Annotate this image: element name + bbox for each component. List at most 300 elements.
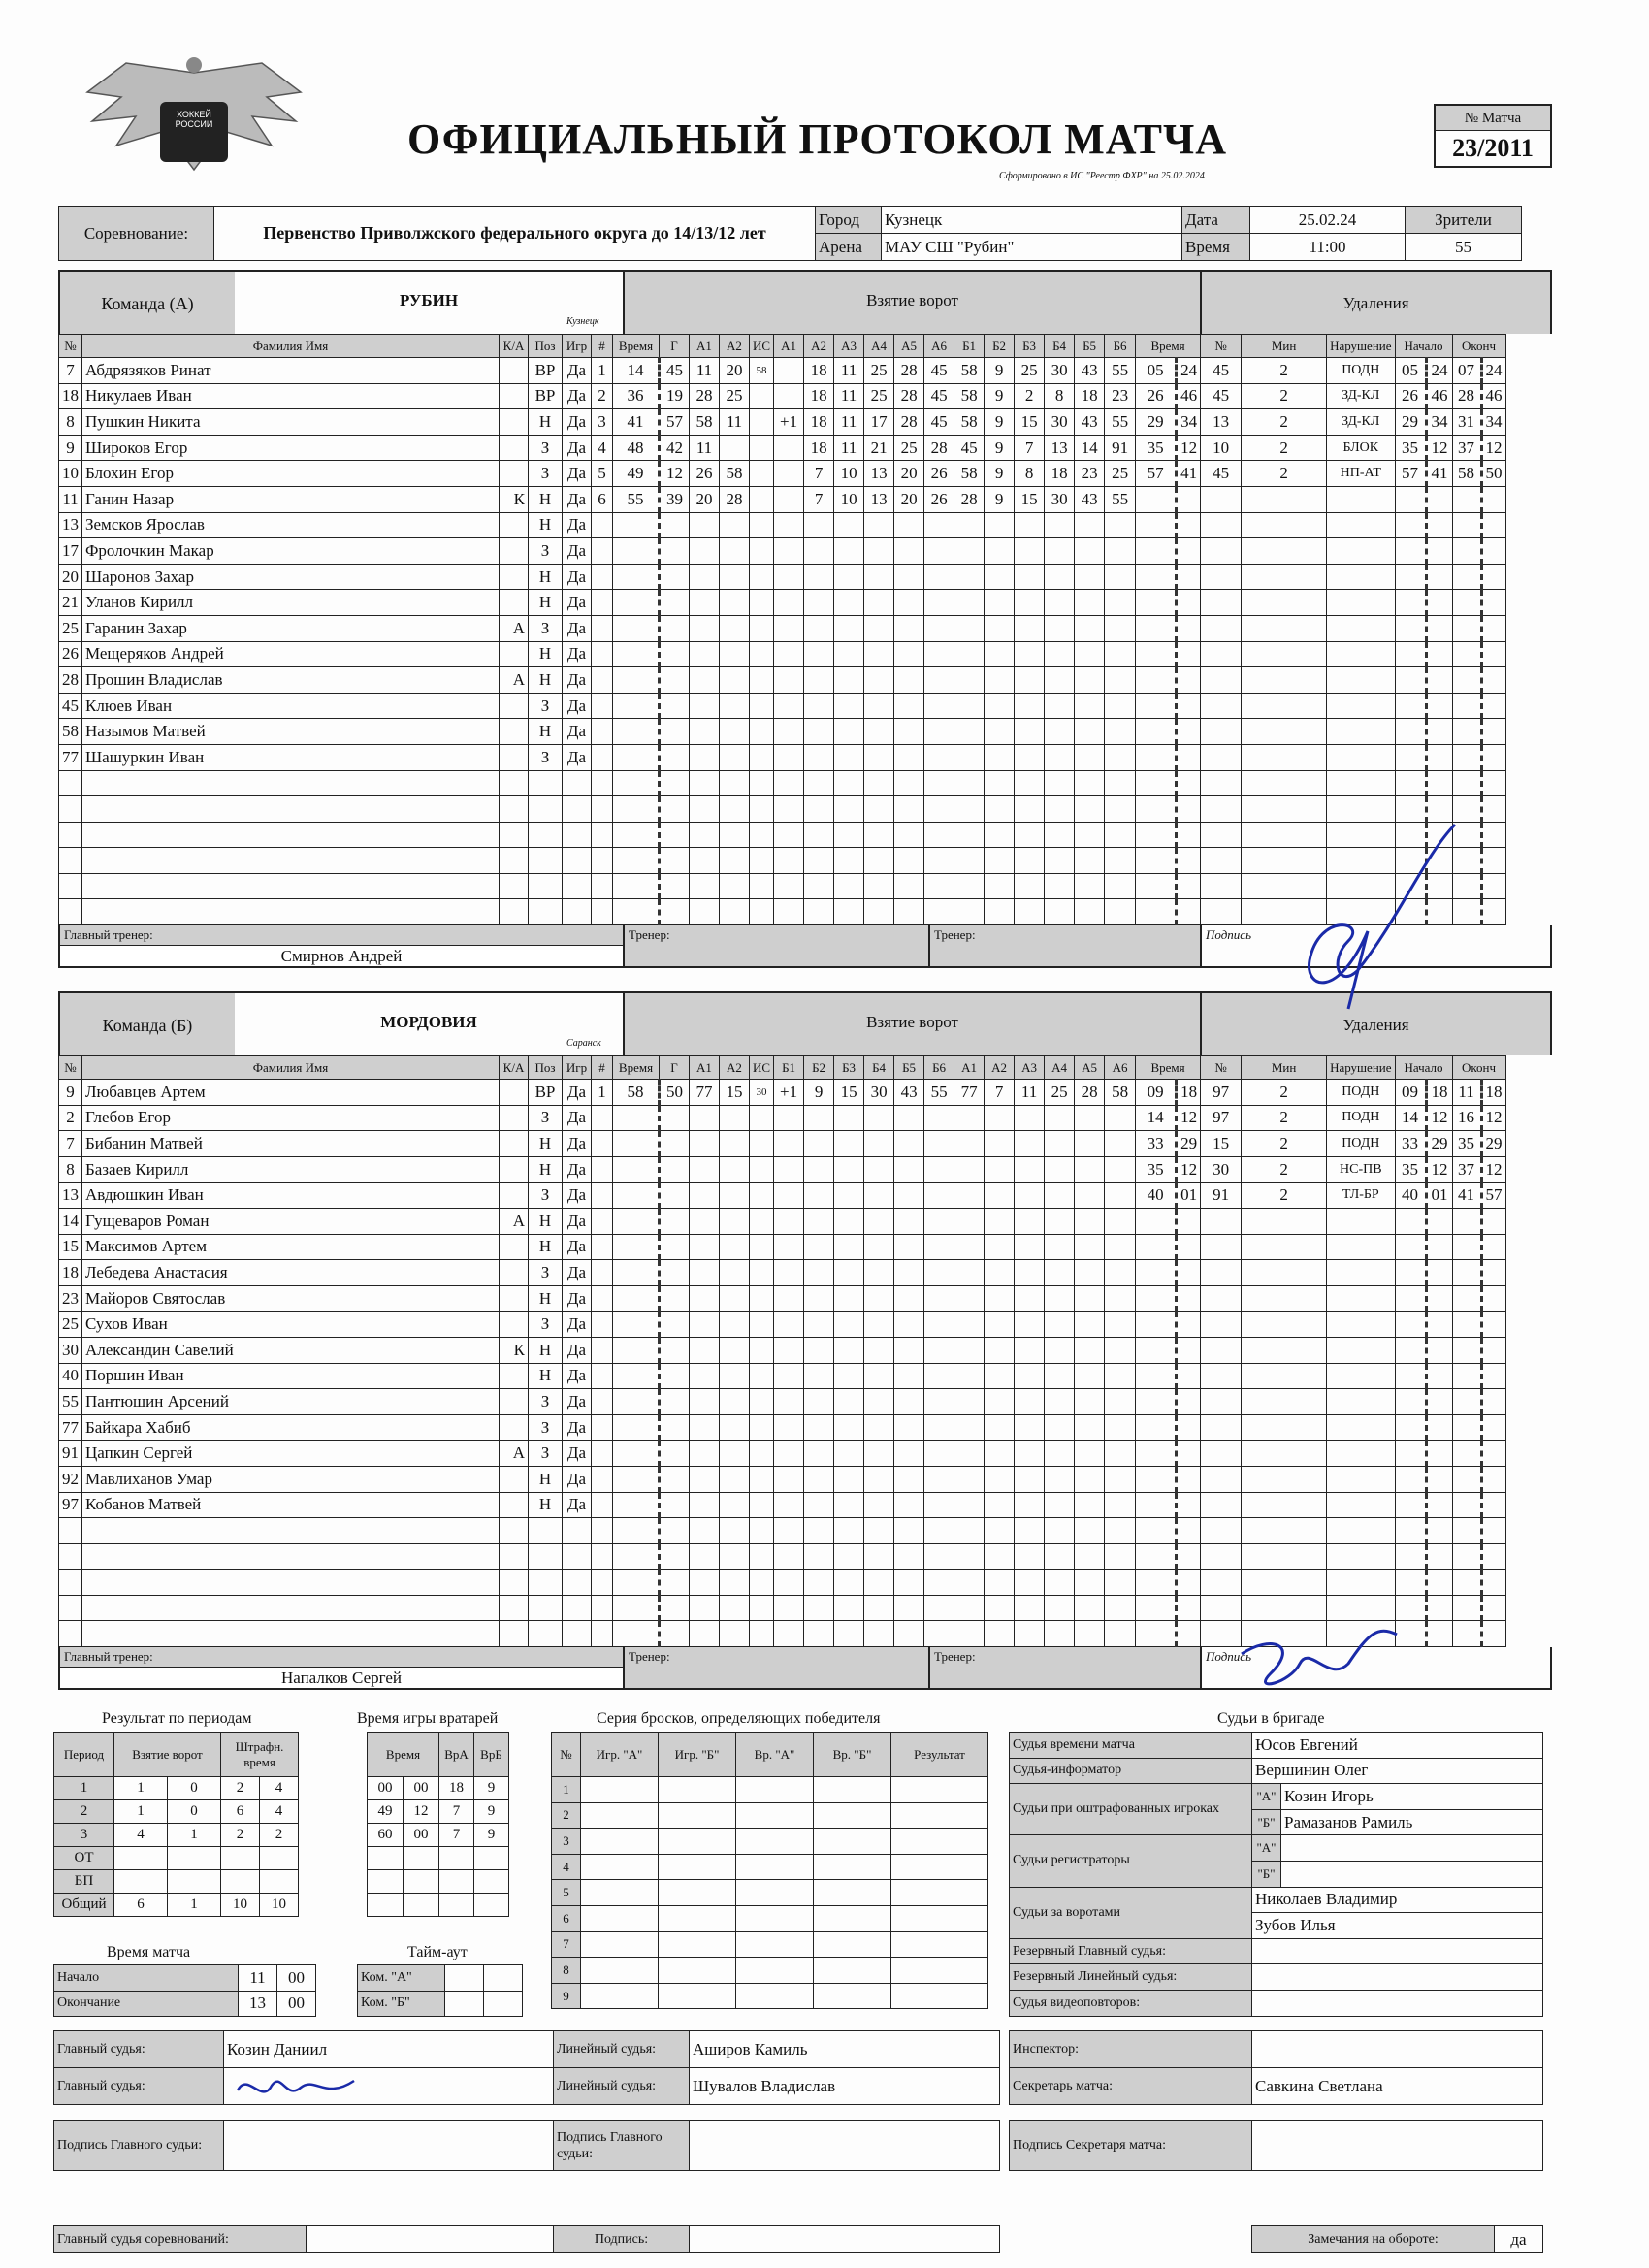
penalty-cell (1327, 770, 1395, 796)
goal-cell (660, 1156, 690, 1183)
player-name: Поршин Иван (82, 1363, 500, 1389)
goal-cell: 30 (750, 1080, 774, 1106)
penalty-cell (1452, 1414, 1481, 1441)
referees-table (53, 2030, 1000, 2105)
penalty-cell (1201, 1389, 1242, 1415)
penalty-cell: НС-ПВ (1327, 1156, 1395, 1183)
player-role (500, 873, 529, 899)
goal-cell (1045, 822, 1075, 848)
penalty-cell (1481, 770, 1505, 796)
goal-cell (690, 744, 720, 770)
goal-cell (592, 899, 613, 925)
goal-cell (750, 1414, 774, 1441)
player-name: Ганин Назар (82, 486, 500, 512)
player-played: Да (563, 1466, 592, 1492)
penalty-cell (1177, 486, 1201, 512)
penalty-cell (1327, 1389, 1395, 1415)
goal-cell (1075, 564, 1105, 590)
goal-cell: 23 (1075, 461, 1105, 487)
goal-cell (864, 1389, 894, 1415)
goal-cell (1015, 719, 1045, 745)
penalty-cell (1327, 744, 1395, 770)
shootout-cell (659, 1958, 736, 1984)
goal-cell (1075, 899, 1105, 925)
goal-cell: 11 (834, 383, 864, 409)
goal-cell: 43 (1075, 486, 1105, 512)
penalty-cell (1395, 770, 1426, 796)
player-role (500, 719, 529, 745)
player-played: Да (563, 744, 592, 770)
goal-cell (864, 693, 894, 719)
goal-cell: 58 (690, 409, 720, 436)
goal-cell (1015, 590, 1045, 616)
goal-cell (985, 899, 1015, 925)
goal-cell (985, 1543, 1015, 1570)
penalty-cell (1177, 899, 1201, 925)
player-name (82, 796, 500, 823)
main-ref-name: Козин Даниил (224, 2031, 554, 2068)
goal-cell (864, 1466, 894, 1492)
goal-cell (894, 538, 924, 565)
goal-cell (660, 1621, 690, 1647)
penalty-cell: 24 (1481, 358, 1505, 384)
player-number: 23 (59, 1285, 82, 1312)
penalty-cell: 2 (1242, 358, 1327, 384)
shootout-cell (891, 1905, 988, 1931)
penalty-cell: 57 (1481, 1183, 1505, 1209)
goal-cell (804, 1363, 834, 1389)
penalty-cell (1136, 1337, 1177, 1363)
goal-cell (690, 1131, 720, 1157)
penalty-cell (1327, 1260, 1395, 1286)
goal-cell: 43 (894, 1080, 924, 1106)
penalty-cell (1395, 719, 1426, 745)
player-role (500, 693, 529, 719)
goal-header: Б2 (985, 335, 1015, 358)
player-played (563, 796, 592, 823)
player-played (563, 873, 592, 899)
shootout-num: 4 (552, 1854, 581, 1880)
penalty-header: Начало (1395, 335, 1452, 358)
goal-cell (613, 538, 660, 565)
trainer-label: Тренер: (629, 1649, 670, 1665)
goal-cell (750, 538, 774, 565)
goal-cell: 26 (924, 461, 954, 487)
player-position: З (529, 1389, 563, 1415)
player-position: Н (529, 719, 563, 745)
penalty-cell (1201, 719, 1242, 745)
goal-cell (894, 1570, 924, 1596)
penalty-cell: 2 (1242, 435, 1327, 461)
penalty-cell (1481, 590, 1505, 616)
goal-cell (774, 1131, 804, 1157)
goal-cell (1015, 796, 1045, 823)
goal-cell (660, 615, 690, 641)
goal-cell: +1 (774, 409, 804, 436)
player-position (529, 1621, 563, 1647)
goal-cell (1075, 667, 1105, 694)
player-name: Базаев Кирилл (82, 1156, 500, 1183)
player-played (563, 770, 592, 796)
goal-cell (750, 1260, 774, 1286)
shootout-row (552, 1931, 988, 1958)
penalty-cell (1242, 512, 1327, 538)
goal-cell (804, 1234, 834, 1260)
goal-cell (954, 1285, 985, 1312)
goal-cell: 11 (690, 435, 720, 461)
goal-cell (1075, 1131, 1105, 1157)
goalie-row (368, 1824, 509, 1847)
goal-cell (720, 1621, 750, 1647)
player-name: Земсков Ярослав (82, 512, 500, 538)
penalty-cell (1395, 1208, 1426, 1234)
penalty-cell: 2 (1242, 461, 1327, 487)
penalty-cell (1327, 1441, 1395, 1467)
player-number: 8 (59, 1156, 82, 1183)
goal-cell (660, 564, 690, 590)
goal-cell (720, 538, 750, 565)
goal-cell (894, 1441, 924, 1467)
goal-cell (750, 641, 774, 667)
penalty-cell (1327, 486, 1395, 512)
goal-cell (804, 1570, 834, 1596)
roster-row (59, 1466, 1506, 1492)
goal-cell: 19 (660, 383, 690, 409)
goal-cell: 9 (985, 358, 1015, 384)
time-value: 11:00 (1250, 234, 1406, 261)
penalty-cell: 26 (1136, 383, 1177, 409)
penalty-cell (1136, 1570, 1177, 1596)
goal-cell: 25 (1045, 1080, 1075, 1106)
penalty-cell (1201, 770, 1242, 796)
penalty-header: Нарушение (1327, 335, 1395, 358)
goal-cell (774, 873, 804, 899)
goal-cell (924, 1183, 954, 1209)
goal-cell (720, 1389, 750, 1415)
penalty-cell (1395, 1518, 1426, 1544)
goal-cell: 55 (1105, 409, 1136, 436)
goal-cell (954, 1337, 985, 1363)
goal-cell: 17 (864, 409, 894, 436)
penalty-cell (1395, 1570, 1426, 1596)
goal-cell (924, 1363, 954, 1389)
goal-cell (613, 1312, 660, 1338)
player-number: 26 (59, 641, 82, 667)
player-number: 13 (59, 1183, 82, 1209)
goal-cell (774, 1363, 804, 1389)
goalie-cell: 9 (474, 1777, 509, 1800)
penalty-cell: 2 (1242, 1183, 1327, 1209)
goal-cell (592, 641, 613, 667)
penalty-cell (1426, 744, 1452, 770)
goal-cell (834, 538, 864, 565)
penalty-cell: 45 (1201, 358, 1242, 384)
penalty-cell (1177, 564, 1201, 590)
roster-header: Фамилия Имя (82, 1056, 500, 1080)
goal-cell (1045, 1518, 1075, 1544)
goal-cell (613, 1466, 660, 1492)
goal-cell (1105, 744, 1136, 770)
timekeeper-label: Судья времени матча (1010, 1733, 1252, 1759)
goal-cell (1075, 796, 1105, 823)
penalty-cell: 30 (1201, 1156, 1242, 1183)
goal-cell (690, 615, 720, 641)
player-number: 97 (59, 1492, 82, 1518)
goal-cell (954, 719, 985, 745)
goal-cell (720, 1337, 750, 1363)
goal-cell (720, 848, 750, 874)
goal-cell (864, 1441, 894, 1467)
shootout-cell (736, 1931, 814, 1958)
roster-row (59, 486, 1506, 512)
player-role (500, 641, 529, 667)
goal-cell (1075, 512, 1105, 538)
goals-title: Взятие ворот (623, 993, 1200, 1055)
period-cell: 1 (54, 1777, 114, 1800)
player-position (529, 796, 563, 823)
goal-cell (660, 667, 690, 694)
roster-row (59, 409, 1506, 436)
goal-cell: 11 (720, 409, 750, 436)
goal-cell (1105, 1570, 1136, 1596)
goal-cell (1045, 1285, 1075, 1312)
goal-cell (613, 1389, 660, 1415)
player-name: Назымов Матвей (82, 719, 500, 745)
player-name: Шашуркин Иван (82, 744, 500, 770)
goal-cell: 77 (690, 1080, 720, 1106)
player-number: 25 (59, 615, 82, 641)
penalty-cell (1481, 744, 1505, 770)
goal-cell: 50 (660, 1080, 690, 1106)
player-role: А (500, 615, 529, 641)
goalie-time-table (367, 1732, 509, 1917)
penalty-cell (1426, 486, 1452, 512)
goal-cell (750, 435, 774, 461)
goal-cell: 15 (720, 1080, 750, 1106)
shootout-cell (736, 1802, 814, 1829)
goal-cell (864, 719, 894, 745)
goal-cell (750, 1570, 774, 1596)
goal-header: Б5 (894, 1056, 924, 1080)
penalty-cell (1177, 770, 1201, 796)
goal-cell (1045, 770, 1075, 796)
goal-cell (985, 848, 1015, 874)
goal-cell (1105, 1466, 1136, 1492)
player-played: Да (563, 693, 592, 719)
goal-cell (774, 1466, 804, 1492)
goal-cell (613, 822, 660, 848)
goal-cell (1045, 693, 1075, 719)
goal-cell (924, 1389, 954, 1415)
goal-cell (1015, 1518, 1045, 1544)
shootout-header: Результат (891, 1733, 988, 1777)
match-time-table (53, 1964, 316, 2017)
goal-cell (894, 1208, 924, 1234)
roster-header: Фамилия Имя (82, 335, 500, 358)
shootout-row (552, 1880, 988, 1906)
goal-cell (750, 1312, 774, 1338)
goal-cell (834, 744, 864, 770)
penalty-cell (1177, 512, 1201, 538)
penalty-cell (1395, 1234, 1426, 1260)
player-position: З (529, 1312, 563, 1338)
player-name: Глебов Егор (82, 1105, 500, 1131)
penalty-cell (1177, 1466, 1201, 1492)
roster-header: К/А (500, 335, 529, 358)
goal-cell (613, 1183, 660, 1209)
penalty-cell (1426, 1389, 1452, 1415)
goal-cell (592, 1131, 613, 1157)
penalty-cell (1201, 1312, 1242, 1338)
goal-cell (804, 538, 834, 565)
goal-cell: 7 (1015, 435, 1045, 461)
shootout-cell (736, 1854, 814, 1880)
goal-cell (720, 1595, 750, 1621)
arena-value: МАУ СШ "Рубин" (882, 234, 1182, 261)
goal-cell (613, 1518, 660, 1544)
penalty-cell (1136, 641, 1177, 667)
player-number: 2 (59, 1105, 82, 1131)
goal-cell (1045, 899, 1075, 925)
goal-cell (613, 1570, 660, 1596)
penalty-cell: 12 (1481, 1105, 1505, 1131)
player-role (500, 1595, 529, 1621)
goal-header: Б1 (954, 335, 985, 358)
goal-header: # (592, 1056, 613, 1080)
goal-cell: 1 (592, 358, 613, 384)
roster-row (59, 1285, 1506, 1312)
team-label: Команда (А) (60, 272, 235, 334)
goal-cell (894, 1543, 924, 1570)
spectators-value: 55 (1406, 234, 1522, 261)
goal-cell (985, 873, 1015, 899)
penalty-cell (1481, 512, 1505, 538)
goal-judges-label: Судьи за воротами (1010, 1887, 1252, 1938)
goal-cell (804, 1492, 834, 1518)
penalty-cell: 09 (1395, 1080, 1426, 1106)
goal-cell: 13 (864, 486, 894, 512)
goal-cell: 18 (804, 358, 834, 384)
penalty-cell: 2 (1242, 1080, 1327, 1106)
player-position: ВР (529, 358, 563, 384)
goal-cell: 77 (954, 1080, 985, 1106)
player-number: 40 (59, 1363, 82, 1389)
player-number: 28 (59, 667, 82, 694)
goal-cell (864, 1570, 894, 1596)
goal-cell (613, 899, 660, 925)
penalty-cell (1201, 615, 1242, 641)
penalty-cell (1481, 873, 1505, 899)
team-name: РУБИН (399, 291, 459, 309)
penalty-header: Мин (1242, 335, 1327, 358)
goal-cell (894, 796, 924, 823)
goal-cell (924, 873, 954, 899)
player-played: Да (563, 1080, 592, 1106)
goal-cell: 58 (954, 383, 985, 409)
player-number: 55 (59, 1389, 82, 1415)
player-position: З (529, 461, 563, 487)
goal-cell (864, 1312, 894, 1338)
penalty-header: Оконч (1452, 1056, 1505, 1080)
goal-cell (690, 590, 720, 616)
penalty-cell (1201, 1285, 1242, 1312)
penalty-a-name: Козин Игорь (1281, 1784, 1543, 1810)
penalty-cell: 12 (1481, 1156, 1505, 1183)
goal-cell (660, 538, 690, 565)
goal-cell: 8 (1045, 383, 1075, 409)
penalty-header: № (1201, 335, 1242, 358)
goal-cell: 7 (804, 486, 834, 512)
player-name: Максимов Артем (82, 1234, 500, 1260)
shootout-num: 5 (552, 1880, 581, 1906)
period-cell: 1 (168, 1894, 221, 1917)
period-cell: 10 (221, 1894, 260, 1917)
penalty-cell: 41 (1177, 461, 1201, 487)
penalty-cell (1452, 1234, 1481, 1260)
goal-cell (774, 822, 804, 848)
penalty-cell (1136, 1285, 1177, 1312)
goal-cell (750, 667, 774, 694)
penalty-cell (1395, 564, 1426, 590)
penalty-cell (1481, 486, 1505, 512)
goal-cell (660, 848, 690, 874)
goal-cell (1015, 693, 1045, 719)
line-ref-2: Шувалов Владислав (690, 2068, 1000, 2105)
goal-cell (1015, 744, 1045, 770)
period-cell: 4 (260, 1800, 299, 1824)
goalie-cell (404, 1870, 439, 1894)
goal-cell (660, 512, 690, 538)
goal-cell (1105, 1621, 1136, 1647)
player-name (82, 1595, 500, 1621)
player-number: 92 (59, 1466, 82, 1492)
goal-cell (774, 1389, 804, 1415)
penalty-cell: 12 (1177, 435, 1201, 461)
city-value: Кузнецк (882, 207, 1182, 234)
player-role (500, 512, 529, 538)
goal-cell (834, 1621, 864, 1647)
goal-cell (1045, 873, 1075, 899)
goal-cell (690, 770, 720, 796)
penalty-cell: 10 (1201, 435, 1242, 461)
penalty-cell (1177, 1285, 1201, 1312)
roster-row (59, 461, 1506, 487)
trainer-label: Тренер: (629, 927, 670, 943)
penalty-cell: 14 (1136, 1105, 1177, 1131)
shootout-cell (814, 1905, 891, 1931)
roster-row (59, 1543, 1506, 1570)
penalty-cell (1452, 1466, 1481, 1492)
goal-cell: 8 (1015, 461, 1045, 487)
player-role: А (500, 667, 529, 694)
goal-cell: 18 (804, 435, 834, 461)
goal-cell (774, 667, 804, 694)
penalty-cell: 37 (1452, 1156, 1481, 1183)
goal-cell (592, 1312, 613, 1338)
shootout-row (552, 1829, 988, 1855)
goal-cell (804, 1312, 834, 1338)
goal-cell (1015, 1285, 1045, 1312)
penalty-cell (1136, 848, 1177, 874)
penalty-cell: 2 (1242, 1156, 1327, 1183)
period-cell (260, 1870, 299, 1894)
goal-header: Г (660, 335, 690, 358)
start-hour: 11 (239, 1965, 277, 1992)
goal-cell: 10 (834, 461, 864, 487)
shootout-cell (891, 1880, 988, 1906)
goal-cell (804, 512, 834, 538)
player-position (529, 1595, 563, 1621)
